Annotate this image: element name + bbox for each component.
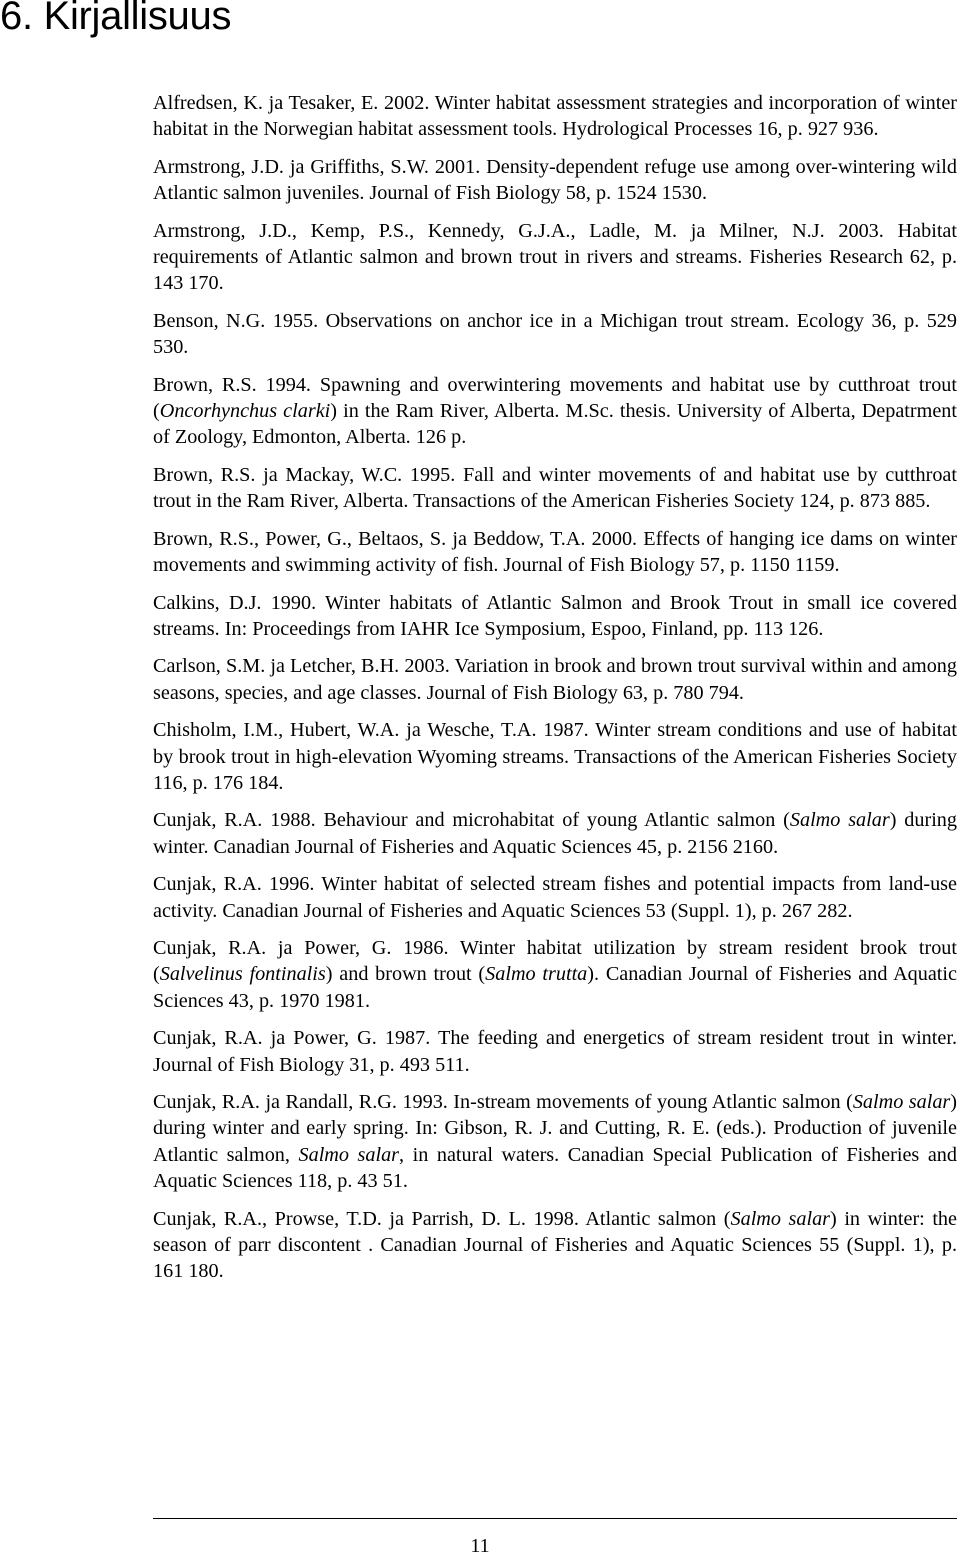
reference-text: Cunjak, R.A. ja Randall, R.G. 1993. In-stream movements of young Atlantic salmon ( [153,1091,853,1113]
reference-entry [153,590,957,643]
reference-text: Cunjak, R.A. ja Power, G. 1986. Winter habitat utilization by stream resident brook trout ( [153,936,957,986]
page-heading: 6. Kirjallisuus [0,0,232,38]
reference-text: ) and brown trout ( [325,963,486,986]
reference-entry [153,218,957,297]
species-name: Salmo salar [852,1091,951,1113]
species-name: Salmo trutta [485,963,588,986]
reference-text: Brown, R.S. ja Mackay, W.C. 1995. Fall and winter movements of and habitat use by cutthroat trout in the Ram River, Alberta. Transactions of the American Fisheries Society 124, p. 873 885. [153,463,957,513]
species-name: Salvelinus fontinalis [159,963,326,986]
reference-list [153,90,957,1285]
reference-text: Brown, R.S. 1994. Spawning and overwintering movements and habitat use by cutthroat trout ( [153,373,957,423]
page-number: 11 [470,1535,490,1557]
reference-text: Carlson, S.M. ja Letcher, B.H. 2003. Variation in brook and brown trout survival within and among seasons, species, and age classes. Journal of Fish Biology 63, p. 780 794. [153,655,957,704]
reference-entry [153,653,957,706]
reference-text: ) during winter. Canadian Journal of Fisheries and Aquatic Sciences 45, p. 2156 2160. [153,809,957,858]
reference-text: , in natural waters. Canadian Special Publication of Fisheries and Aquatic Sciences 118, p. 43 51. [153,1143,957,1193]
reference-entry [153,1025,957,1078]
reference-text: ). Canadian Journal of Fisheries and Aquatic Sciences 43, p. 1970 1981. [153,963,957,1012]
reference-text: Cunjak, R.A., Prowse, T.D. ja Parrish, D. L. 1998. Atlantic salmon ( [153,1207,731,1230]
reference-text: ) in winter: the season of parr discontent . Canadian Journal of Fisheries and Aquatic Sciences 55 (Suppl. 1), p. 161 180. [153,1207,957,1283]
reference-entry [153,372,957,451]
reference-entry [153,935,957,1014]
reference-text: Calkins, D.J. 1990. Winter habitats of Atlantic Salmon and Brook Trout in small ice covered streams. In: Proceedings from IAHR Ice Symposium, Espoo, Finland, pp. 113 126. [153,591,957,640]
reference-text: Benson, N.G. 1955. Observations on anchor ice in a Michigan trout stream. Ecology 36, p. 529 530. [153,309,957,359]
species-name: Salmo salar [789,809,890,832]
reference-entry [153,807,957,860]
reference-text: Alfredsen, K. ja Tesaker, E. 2002. Winter habitat assessment strategies and incorporation of winter habitat in the Norwegian habitat assessment tools. Hydrological Processes 16, p. 927 936. [153,92,957,141]
reference-entry [153,717,957,796]
reference-entry [153,154,957,207]
reference-text: ) during winter and early spring. In: Gibson, R. J. and Cutting, R. E. (eds.). Production of juvenile Atlantic salmon, [153,1091,957,1166]
reference-entry [153,871,957,924]
reference-entry [153,462,957,515]
reference-entry [153,1206,957,1285]
reference-entry [153,90,957,143]
species-name: Oncorhynchus clarki [159,400,331,423]
reference-text: Armstrong, J.D., Kemp, P.S., Kennedy, G.J.A., Ladle, M. ja Milner, N.J. 2003. Habitat requirements of Atlantic salmon and brown trout in rivers and streams. Fisheries Research 62, p. 143 170. [153,219,957,295]
reference-text: Armstrong, J.D. ja Griffiths, S.W. 2001. Density-dependent refuge use among over-wintering wild Atlantic salmon juveniles. Journal of Fish Biology 58, p. 1524 1530. [153,155,957,205]
reference-text: ) in the Ram River, Alberta. M.Sc. thesis. University of Alberta, Depatrment of Zoology, Edmonton, Alberta. 126 p. [153,400,957,449]
species-name: Salmo salar [298,1143,400,1166]
reference-text: Chisholm, I.M., Hubert, W.A. ja Wesche, T.A. 1987. Winter stream conditions and use of habitat by brook trout in high-elevation Wyoming streams. Transactions of the American Fisheries Society 116, p. 176 184. [153,719,957,794]
reference-text: Brown, R.S., Power, G., Beltaos, S. ja Beddow, T.A. 2000. Effects of hanging ice dams on winter movements and swimming activity of fish. Journal of Fish Biology 57, p. 1150 1159. [153,527,957,577]
reference-text: Cunjak, R.A. 1988. Behaviour and microhabitat of young Atlantic salmon ( [153,809,790,832]
footer-divider [153,1518,957,1519]
reference-text: Cunjak, R.A. ja Power, G. 1987. The feeding and energetics of stream resident trout in winter. Journal of Fish Biology 31, p. 493 511. [153,1027,957,1076]
reference-entry [153,308,957,361]
species-name: Salmo salar [730,1207,831,1230]
reference-entry [153,1089,957,1195]
reference-text: Cunjak, R.A. 1996. Winter habitat of selected stream fishes and potential impacts from land-use activity. Canadian Journal of Fisheries and Aquatic Sciences 53 (Suppl. 1), p. 267 282. [153,873,957,922]
reference-entry [153,526,957,579]
